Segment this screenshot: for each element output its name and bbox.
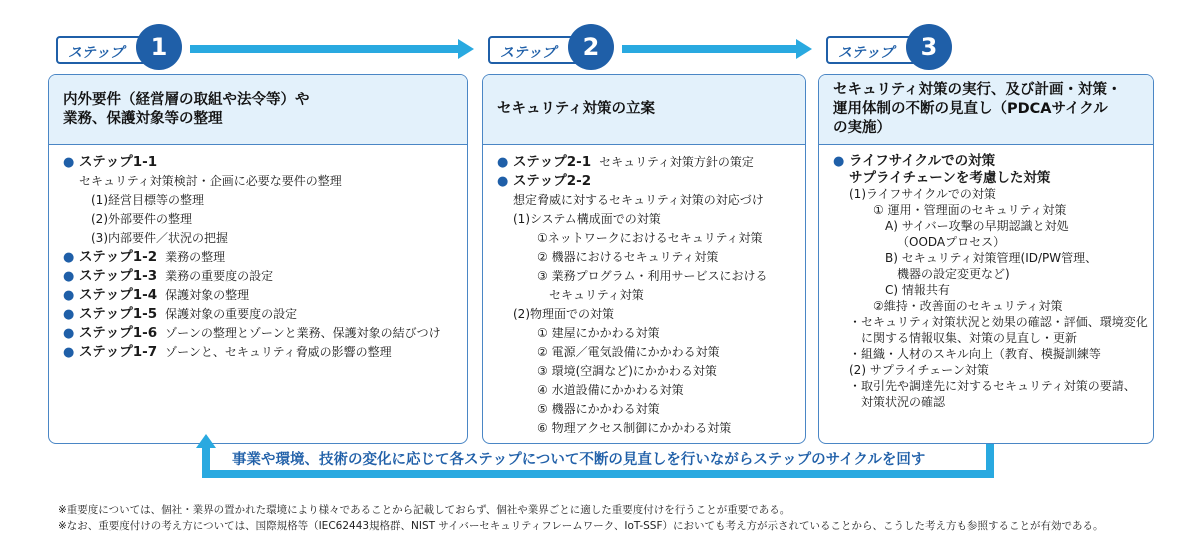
substep-name: ステップ2-1 bbox=[513, 154, 592, 170]
panel-text-line: ・セキュリティ対策状況と効果の確認・評価、環境変化 bbox=[849, 315, 1148, 329]
substep-description: 業務の整理 bbox=[165, 250, 226, 264]
step-1-panel-body bbox=[49, 145, 467, 370]
substep-item bbox=[63, 153, 453, 172]
substep-item bbox=[63, 324, 453, 343]
step-1-panel bbox=[48, 74, 468, 444]
substep-item bbox=[63, 343, 453, 362]
step-3-title: セキュリティ対策の実行、及び計画・対策・ 運用体制の不断の見直し（PDCAサイクル の実施） bbox=[833, 82, 1122, 136]
panel-text-line: ・取引先や調達先に対するセキュリティ対策の要請、 bbox=[849, 379, 1136, 393]
panel-text-line: (1)経営目標等の整理 bbox=[91, 193, 204, 207]
panel-text-line: ② 電源／電気設備にかかわる対策 bbox=[537, 345, 720, 359]
arrow-right-icon bbox=[458, 39, 474, 59]
step-3-panel-body bbox=[819, 145, 1153, 418]
step-3-tab-label: ステップ bbox=[838, 45, 894, 61]
step-2-panel bbox=[482, 74, 806, 444]
footnote-1: ※重要度については、個社・業界の置かれた環境により様々であることから記載しておらず、個社や業界ごとに適した重要度付けを行うことが重要である。 bbox=[58, 504, 791, 516]
substep-description: ゾーンと、セキュリティ脅威の影響の整理 bbox=[165, 345, 392, 359]
panel-text-line: ③ 業務プログラム・利用サービスにおける bbox=[537, 269, 768, 283]
panel-text-line: ③ 環境(空調など)にかかわる対策 bbox=[537, 364, 717, 378]
panel-text-line: 想定脅威に対するセキュリティ対策の対応づけ bbox=[513, 193, 764, 207]
substep-name: ステップ1-4 bbox=[79, 287, 158, 303]
substep-item bbox=[833, 153, 1139, 170]
bullet-icon: ● bbox=[63, 269, 75, 284]
cycle-arrow-bottom-bar bbox=[202, 470, 994, 478]
panel-text-line: サプライチェーンを考慮した対策 bbox=[849, 170, 1051, 186]
panel-text-line: (2)外部要件の整理 bbox=[91, 212, 192, 226]
bullet-icon: ● bbox=[63, 307, 75, 322]
panel-text-line: 機器の設定変更など) bbox=[897, 267, 1010, 281]
step-2-panel-body bbox=[483, 145, 805, 444]
step-1-number-badge: 1 bbox=[136, 24, 182, 70]
bullet-icon: ● bbox=[63, 345, 75, 360]
substep-description: 保護対象の重要度の設定 bbox=[165, 307, 298, 321]
panel-text-line: セキュリティ対策 bbox=[549, 288, 644, 302]
substep-name: ステップ1-1 bbox=[79, 154, 158, 170]
panel-text-line: (3)内部要件／状況の把握 bbox=[91, 231, 228, 245]
substep-name: ステップ1-5 bbox=[79, 306, 158, 322]
step-2-title: セキュリティ対策の立案 bbox=[497, 101, 656, 117]
panel-text-line: ①ネットワークにおけるセキュリティ対策 bbox=[537, 231, 763, 245]
substep-item bbox=[497, 153, 791, 172]
bullet-icon: ● bbox=[63, 250, 75, 265]
panel-text-line: 対策状況の確認 bbox=[861, 395, 946, 409]
substep-description: ゾーンの整理とゾーンと業務、保護対象の結びつけ bbox=[165, 326, 441, 340]
substep-name: ステップ1-2 bbox=[79, 249, 158, 265]
bullet-icon: ● bbox=[497, 155, 509, 170]
panel-text-line: (2) サプライチェーン対策 bbox=[849, 363, 989, 377]
substep-name: ステップ1-7 bbox=[79, 344, 158, 360]
step-1-tab-label: ステップ bbox=[68, 45, 124, 61]
substep-name: ステップ1-6 bbox=[79, 325, 158, 341]
bullet-icon: ● bbox=[63, 326, 75, 341]
panel-text-line: A) サイバー攻撃の早期認識と対処 bbox=[885, 219, 1069, 233]
substep-item bbox=[497, 172, 791, 191]
substep-description: 業務の重要度の設定 bbox=[165, 269, 274, 283]
panel-text-line: ⑥ 物理アクセス制御にかかわる対策 bbox=[537, 421, 732, 435]
panel-text-line: ④ 水道設備にかかわる対策 bbox=[537, 383, 684, 397]
step-2-panel-header bbox=[483, 75, 805, 145]
bullet-icon: ● bbox=[497, 174, 509, 189]
step-3-number-badge: 3 bbox=[906, 24, 952, 70]
cycle-arrow-shaft bbox=[202, 446, 210, 472]
panel-text-line: ① 運用・管理面のセキュリティ対策 bbox=[873, 203, 1067, 217]
step-3-panel bbox=[818, 74, 1154, 444]
bullet-icon: ● bbox=[833, 154, 845, 169]
panel-text-line: ⑤ 機器にかかわる対策 bbox=[537, 402, 660, 416]
panel-text-line: ②維持・改善面のセキュリティ対策 bbox=[873, 299, 1063, 313]
substep-item bbox=[63, 248, 453, 267]
substep-name: ライフサイクルでの対策 bbox=[849, 153, 996, 169]
arrow-up-icon bbox=[196, 434, 216, 448]
cycle-message: 事業や環境、技術の変化に応じて各ステップについて不断の見直しを行いながらステップのサイクルを回す bbox=[228, 448, 929, 469]
panel-text-line: セキュリティ対策検討・企画に必要な要件の整理 bbox=[79, 174, 342, 188]
substep-name: ステップ2-2 bbox=[513, 173, 592, 189]
panel-text-line: ① 建屋にかかわる対策 bbox=[537, 326, 660, 340]
step-2-number-badge: 2 bbox=[568, 24, 614, 70]
panel-text-line: (1)システム構成面での対策 bbox=[513, 212, 661, 226]
step-1-panel-header bbox=[49, 75, 467, 145]
substep-name: ステップ1-3 bbox=[79, 268, 158, 284]
cycle-arrow-right-riser bbox=[986, 444, 994, 478]
arrow-right-icon bbox=[796, 39, 812, 59]
substep-description: 保護対象の整理 bbox=[165, 288, 250, 302]
substep-item bbox=[63, 305, 453, 324]
panel-text-line: ・組織・人材のスキル向上（教育、模擬訓練等 bbox=[849, 347, 1101, 361]
panel-text-line: (1)ライフサイクルでの対策 bbox=[849, 187, 996, 201]
substep-item bbox=[63, 267, 453, 286]
step-arrow-1-2 bbox=[190, 45, 460, 53]
bullet-icon: ● bbox=[63, 288, 75, 303]
step-1-title: 内外要件（経営層の取組や法令等）や 業務、保護対象等の整理 bbox=[63, 91, 310, 127]
step-2-tab-label: ステップ bbox=[500, 45, 556, 61]
footnote-2: ※なお、重要度付けの考え方については、国際規格等（IEC62443規格群、NIST サイバーセキュリティフレームワーク、IoT-SSF）においても考え方が示されていることから、こうした考え方も参照することが有効である。 bbox=[58, 520, 1104, 532]
panel-text-line: ② 機器におけるセキュリティ対策 bbox=[537, 250, 719, 264]
panel-text-line: B) セキュリティ対策管理(ID/PW管理、 bbox=[885, 251, 1098, 265]
step-arrow-2-3 bbox=[622, 45, 798, 53]
bullet-icon: ● bbox=[63, 155, 75, 170]
panel-text-line: C) 情報共有 bbox=[885, 283, 950, 297]
panel-text-line: (2)物理面での対策 bbox=[513, 307, 614, 321]
substep-item bbox=[63, 286, 453, 305]
panel-text-line: に関する情報収集、対策の見直し・更新 bbox=[861, 331, 1078, 345]
substep-description: セキュリティ対策方針の策定 bbox=[599, 155, 754, 169]
panel-text-line: （OODAプロセス） bbox=[897, 235, 1006, 249]
step-3-panel-header bbox=[819, 75, 1153, 145]
